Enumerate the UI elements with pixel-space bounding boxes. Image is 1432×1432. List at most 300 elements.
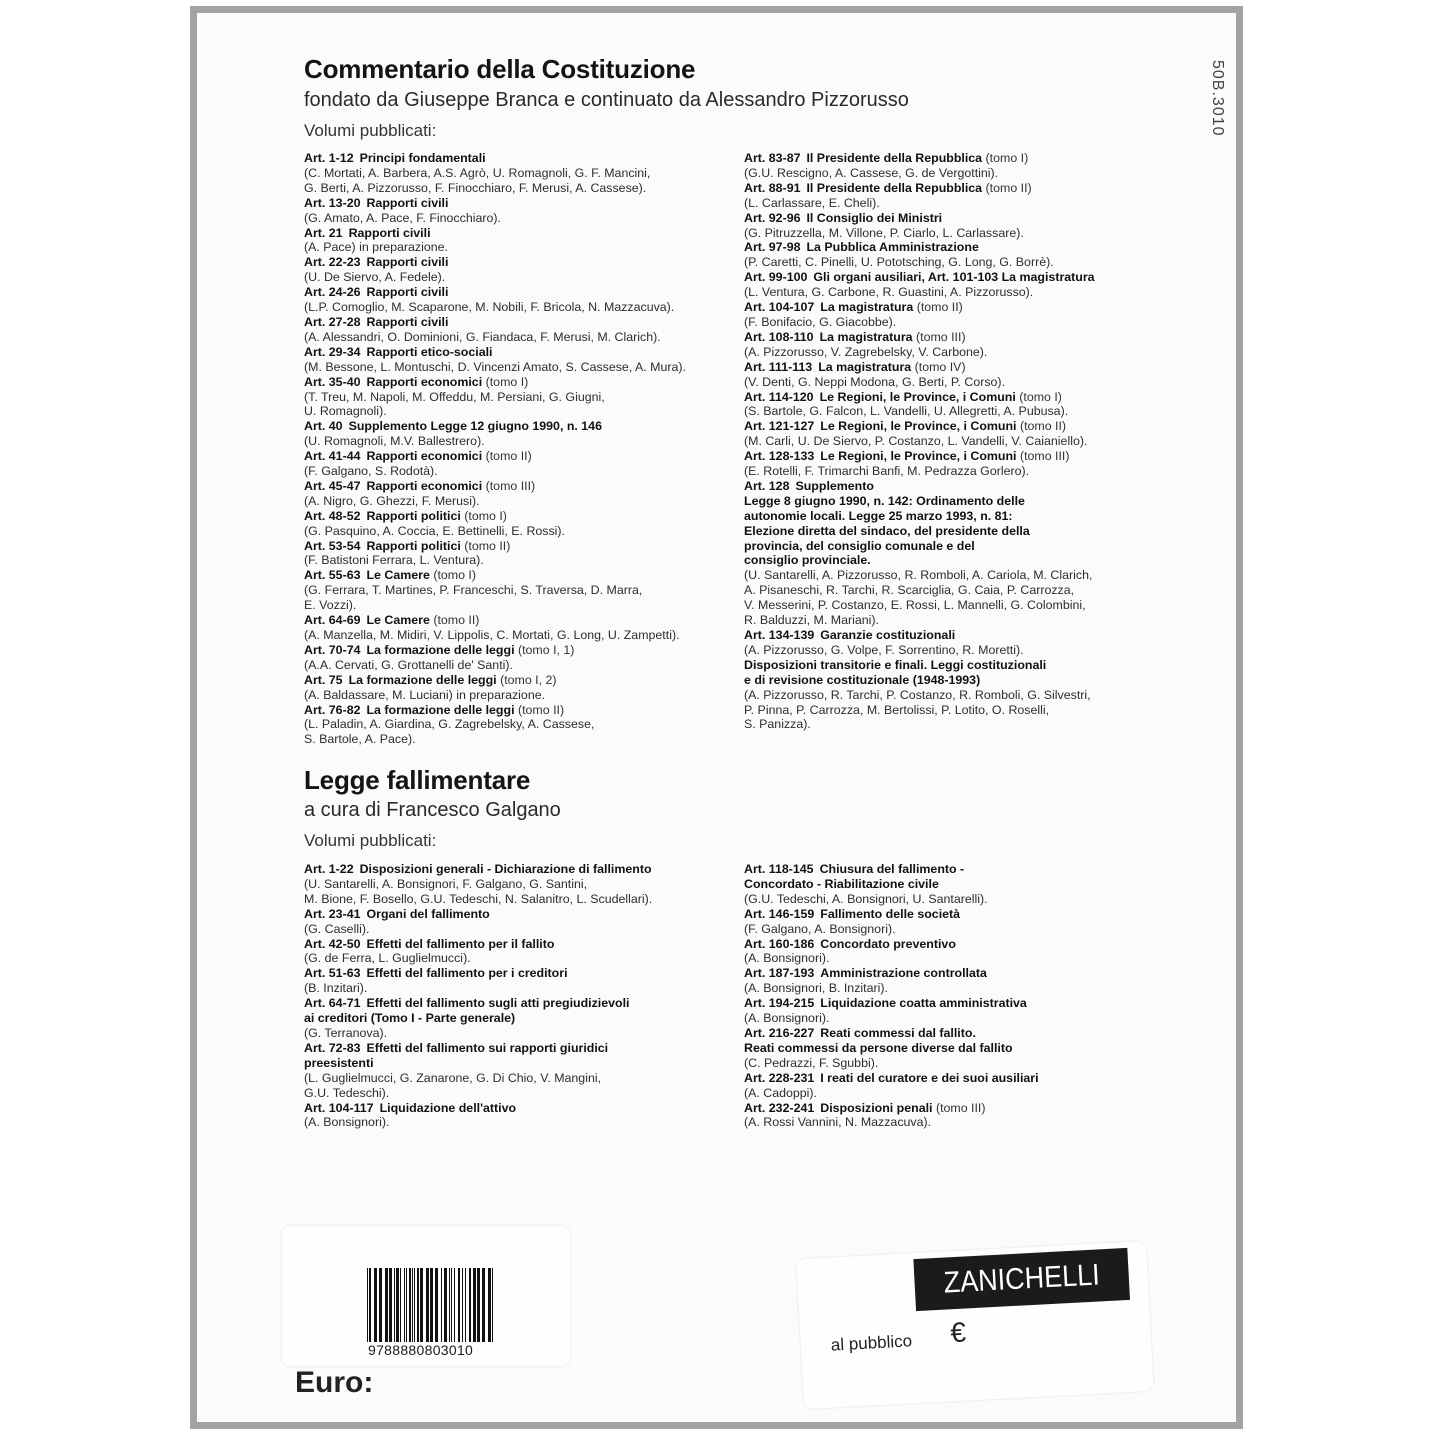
volume-tome: (tomo II) <box>485 449 532 464</box>
volume-authors: (M. Bessone, L. Montuschi, D. Vincenzi Amato, S. Cassese, A. Mura). <box>304 359 686 374</box>
volume-entry <box>304 996 754 1041</box>
article-range: Art. 76-82 <box>304 702 361 717</box>
article-range: Art. 114-120 <box>744 389 814 404</box>
volume-entry <box>304 937 754 967</box>
series-title: Legge fallimentare <box>304 765 531 795</box>
volume-entry <box>744 937 1194 967</box>
volume-heading <box>744 419 1194 434</box>
article-range: Art. 108-110 <box>744 329 814 344</box>
barcode-bar <box>394 1268 395 1342</box>
volume-authors: (B. Inzitari). <box>304 981 368 996</box>
barcode-bar <box>449 1268 450 1342</box>
article-range: Art. 99-100 <box>744 270 808 285</box>
volume-entry <box>744 360 1194 390</box>
volume-authors: (A. Alessandri, O. Dominioni, G. Fiandaca, F. Merusi, M. Clarich). <box>304 329 661 344</box>
volume-entry <box>744 240 1194 270</box>
volume-heading <box>744 181 1194 196</box>
volume-authors: (G.U. Rescigno, A. Cassese, G. de Vergottini). <box>744 165 999 180</box>
volume-authors: (T. Treu, M. Napoli, M. Offeddu, M. Persiani, G. Giugni, U. Romagnoli). <box>304 389 605 419</box>
volume-entry <box>744 390 1194 420</box>
volume-heading <box>744 658 1194 688</box>
volume-authors: (A. Rossi Vannini, N. Mazzacuva). <box>744 1115 932 1130</box>
article-range: Art. 128-133 <box>744 449 815 464</box>
barcode-bar <box>409 1268 411 1342</box>
article-range: Art. 118-145 <box>744 862 814 876</box>
volume-authors: (A. Pace) in preparazione. <box>304 240 448 255</box>
volumes-label: Volumi pubblicati: <box>304 831 437 850</box>
price-text: al pubblico <box>830 1331 913 1355</box>
volume-tome: (tomo II) <box>985 180 1032 195</box>
article-range: Art. 45-47 <box>304 478 361 493</box>
volume-title: Supplemento Legge 12 giugno 1990, n. 146 <box>348 419 602 434</box>
series-subtitle: a cura di Francesco Galgano <box>304 799 561 821</box>
volume-entry <box>744 1071 1194 1101</box>
volume-tome: (tomo II) <box>433 613 480 628</box>
article-range: Art. 134-139 <box>744 628 815 642</box>
volume-title: Disposizioni generali - Dichiarazione di fallimento <box>359 862 652 876</box>
volume-authors: (U. Santarelli, A. Pizzorusso, R. Romboli, A. Cariola, M. Clarich, A. Pisaneschi, R. Tarchi, R. Scarciglia, G. Caia, P. Carrozza, V. Messerini, P. Costanzo, E. Rossi, L. Mannelli, G. Colombini, R. Balduzzi, M. Mariani). <box>744 568 1093 628</box>
volume-entry <box>304 375 754 420</box>
volume-title: Supplemento Legge 8 giugno 1990, n. 142: Ordinamento delle autonomie locali. Legge 25 marzo 1993, n. 81: Elezione diretta del sindaco, del presidente della provincia, del consiglio comunale e del consiglio provinciale. <box>744 478 1030 568</box>
volume-entry <box>304 966 754 996</box>
volume-heading <box>744 449 1194 464</box>
article-range: Art. 1-22 <box>304 862 354 876</box>
volume-tome: (tomo I) <box>985 151 1029 165</box>
volume-authors: (A. Pizzorusso, R. Tarchi, P. Costanzo, R. Romboli, G. Silvestri, P. Pinna, P. Carrozza, M. Bertolissi, P. Lotito, O. Roselli, S. Panizza). <box>744 687 1091 732</box>
volume-entry <box>744 658 1194 733</box>
volume-heading <box>304 449 754 464</box>
volume-authors: (U. Romagnoli, M.V. Ballestrero). <box>304 434 485 449</box>
barcode-bar <box>417 1268 419 1342</box>
volume-title: Liquidazione dell'attivo <box>379 1100 517 1115</box>
volume-entry <box>304 907 754 937</box>
volume-entry <box>744 181 1194 211</box>
barcode-bar <box>469 1268 471 1342</box>
volume-title: Garanzie costituzionali <box>820 628 956 642</box>
volume-entry <box>304 419 754 449</box>
volume-title: Il Presidente della Repubblica <box>806 180 983 195</box>
volume-authors: (C. Pedrazzi, F. Sgubbi). <box>744 1055 879 1070</box>
volume-heading <box>304 226 754 241</box>
volume-heading <box>304 643 754 658</box>
volume-authors: (L. Paladin, A. Giardina, G. Zagrebelsky, A. Cassese, S. Bartole, A. Pace). <box>304 717 595 747</box>
article-range: Art. 21 <box>304 225 343 240</box>
volume-title: Rapporti etico-sociali <box>366 344 493 359</box>
volume-tome: (tomo I) <box>1019 389 1062 404</box>
volume-heading <box>744 1026 1194 1056</box>
volume-title: Rapporti civili <box>366 285 449 300</box>
article-range: Art. 194-215 <box>744 996 815 1011</box>
volume-entry <box>304 703 754 748</box>
volume-authors: (F. Galgano, A. Bonsignori). <box>744 921 896 936</box>
volume-tome: (tomo III) <box>485 478 536 493</box>
article-range: Art. 232-241 <box>744 1100 815 1115</box>
article-range: Art. 24-26 <box>304 285 361 300</box>
volume-heading <box>744 628 1194 643</box>
barcode-bar <box>389 1268 392 1342</box>
volume-entry <box>744 996 1194 1026</box>
volume-title: Reati commessi dal fallito. Reati commessi da persone diverse dal fallito <box>744 1025 1013 1055</box>
barcode-bar <box>492 1268 493 1342</box>
article-range: Art. 187-193 <box>744 966 815 981</box>
barcode-bar <box>465 1268 466 1342</box>
volume-heading <box>304 419 754 434</box>
volume-title: Le Camere <box>366 613 430 628</box>
volume-title: Fallimento delle società <box>820 906 961 921</box>
barcode-bar <box>441 1268 442 1342</box>
article-range: Art. 97-98 <box>744 240 801 255</box>
volume-heading <box>744 300 1194 315</box>
volume-tome: (tomo I) <box>464 508 507 523</box>
article-range: Art. 64-71 <box>304 996 361 1011</box>
barcode-bar <box>435 1268 438 1342</box>
volume-authors: (F. Galgano, S. Rodotà). <box>304 464 438 479</box>
volume-heading <box>744 996 1194 1011</box>
series-title: Commentario della Costituzione <box>304 54 696 84</box>
volume-authors: (G. de Ferra, L. Guglielmucci). <box>304 951 471 966</box>
article-range: Art. 83-87 <box>744 151 801 165</box>
volume-authors: (G. Pitruzzella, M. Villone, P. Ciarlo, L. Carlassare). <box>744 225 1024 240</box>
volume-title: Rapporti civili <box>366 255 449 270</box>
volume-heading <box>304 539 754 554</box>
volume-authors: (A. Manzella, M. Midiri, V. Lippolis, C. Mortati, G. Long, U. Zampetti). <box>304 628 680 642</box>
article-range: Art. 40 <box>304 419 343 434</box>
volume-heading <box>744 151 1194 166</box>
article-range: Art. 22-23 <box>304 255 361 270</box>
barcode-bar <box>400 1268 401 1342</box>
volume-heading <box>304 966 754 981</box>
volume-entry <box>744 966 1194 996</box>
barcode-bar <box>444 1268 447 1342</box>
volume-heading <box>304 255 754 270</box>
volume-entry <box>304 539 754 569</box>
volume-heading <box>304 196 754 211</box>
volume-tome: (tomo IV) <box>914 359 966 374</box>
article-range: Art. 13-20 <box>304 195 361 210</box>
volume-title: Le Regioni, le Province, i Comuni <box>819 389 1016 404</box>
volume-authors: (E. Rotelli, F. Trimarchi Banfi, M. Pedrazza Gorlero). <box>744 464 1030 479</box>
barcode-bar <box>420 1268 423 1342</box>
article-range: Art. 216-227 <box>744 1025 815 1040</box>
price-label: Euro: <box>295 1366 374 1399</box>
barcode-bar <box>374 1268 377 1342</box>
article-range: Art. 160-186 <box>744 936 815 951</box>
volume-title: Rapporti economici <box>366 374 483 389</box>
volume-title: La Pubblica Amministrazione <box>806 240 979 255</box>
volume-heading <box>304 345 754 360</box>
volume-title: Rapporti politici <box>366 538 461 553</box>
volume-heading <box>304 937 754 952</box>
volume-title: Effetti del fallimento sugli atti pregiudizievoli ai creditori (Tomo I - Parte generale) <box>304 996 630 1026</box>
article-range: Art. 55-63 <box>304 568 361 583</box>
volume-heading <box>304 907 754 922</box>
barcode-bar <box>458 1268 460 1342</box>
volume-heading <box>304 862 754 877</box>
volume-tome: (tomo I) <box>433 568 476 583</box>
article-range: Art. 72-83 <box>304 1040 361 1055</box>
article-range: Art. 128 <box>744 478 790 493</box>
volume-title: Rapporti civili <box>348 225 431 240</box>
volume-title: Principi fondamentali <box>359 151 486 165</box>
volume-authors: (A. Baldassare, M. Luciani) in preparazione. <box>304 687 546 702</box>
volume-entry <box>744 419 1194 449</box>
bankruptcy-list-right <box>744 862 1194 1130</box>
volume-heading <box>744 360 1194 375</box>
volume-title: Il Consiglio dei Ministri <box>806 210 943 225</box>
volume-authors: (A.A. Cervati, G. Grottanelli de' Santi). <box>304 657 513 672</box>
volume-heading <box>304 613 754 628</box>
volume-heading <box>304 151 754 166</box>
article-range: Art. 228-231 <box>744 1070 815 1085</box>
volume-authors: (G. Ferrara, T. Martines, P. Franceschi, S. Traversa, D. Marra, E. Vozzi). <box>304 583 643 613</box>
article-range: Art. 35-40 <box>304 374 361 389</box>
volume-entry <box>744 907 1194 937</box>
volume-entry <box>744 151 1194 181</box>
volume-authors: (A. Nigro, G. Ghezzi, F. Merusi). <box>304 493 480 508</box>
barcode-bar <box>454 1268 455 1342</box>
volume-tome: (tomo II) <box>1019 419 1067 434</box>
article-range: Art. 53-54 <box>304 538 361 553</box>
volume-entry <box>744 300 1194 330</box>
volume-heading <box>744 479 1194 568</box>
barcode-bar <box>430 1268 433 1342</box>
article-range: Art. 70-74 <box>304 642 361 657</box>
catalog-code: 50B.3010 <box>1209 60 1226 137</box>
volume-entry <box>304 1041 754 1101</box>
volume-heading <box>304 996 754 1026</box>
barcode-bar <box>406 1268 407 1342</box>
volume-entry <box>304 479 754 509</box>
volume-entry <box>744 862 1194 907</box>
volume-entry <box>744 330 1194 360</box>
volume-title: Le Camere <box>366 568 430 583</box>
article-range: Art. 104-107 <box>744 300 815 315</box>
volume-entry <box>744 628 1194 658</box>
volume-heading <box>304 703 754 718</box>
volume-tome: (tomo I, 1) <box>517 642 575 657</box>
volume-entry <box>304 345 754 375</box>
barcode-bar <box>488 1268 491 1342</box>
volume-heading <box>304 375 754 390</box>
barcode-bar <box>473 1268 476 1342</box>
volume-title: La formazione delle leggi <box>366 702 515 717</box>
volume-title: Disposizioni transitorie e finali. Leggi costituzionali e di revisione costituzionale (1948-1993) <box>744 657 1047 687</box>
barcode-bar <box>414 1268 415 1342</box>
barcode-bar <box>477 1268 480 1342</box>
barcode-bar <box>412 1268 413 1342</box>
volume-title: Le Regioni, le Province, i Comuni <box>820 419 1017 434</box>
barcode-bar <box>367 1268 368 1342</box>
volume-entry <box>304 568 754 613</box>
volume-authors: (A. Bonsignori). <box>744 951 830 966</box>
volume-authors: (L. Carlassare, E. Cheli). <box>744 195 880 210</box>
volume-authors: (A. Cadoppi). <box>744 1085 818 1100</box>
bankruptcy-list-left <box>304 862 754 1130</box>
volume-title: Effetti del fallimento sui rapporti giuridici preesistenti <box>304 1040 609 1070</box>
volume-authors: (U. Santarelli, A. Bonsignori, F. Galgano, G. Santini, M. Bione, F. Bosello, G.U. Tedeschi, N. Salanitro, L. Scudellari). <box>304 876 653 906</box>
article-range: Art. 1-12 <box>304 151 354 165</box>
volume-heading <box>744 1101 1194 1116</box>
article-range: Art. 92-96 <box>744 210 801 225</box>
barcode-bar <box>396 1268 399 1342</box>
barcode-icon <box>367 1268 495 1342</box>
volume-title: Disposizioni penali <box>820 1100 933 1115</box>
article-range: Art. 51-63 <box>304 966 361 981</box>
volume-entry <box>304 315 754 345</box>
volume-title: Effetti del fallimento per i creditori <box>366 966 568 981</box>
volume-tome: (tomo II) <box>916 300 963 315</box>
volume-title: La magistratura <box>820 300 914 315</box>
volume-authors: (P. Caretti, C. Pinelli, U. Pototsching, G. Long, G. Borrè). <box>744 255 1054 270</box>
volume-title: La magistratura <box>818 359 912 374</box>
volume-entry <box>304 1101 754 1131</box>
barcode-bar <box>462 1268 463 1342</box>
volume-authors: (C. Mortati, A. Barbera, A.S. Agrò, U. Romagnoli, G. F. Mancini, G. Berti, A. Pizzorusso, F. Finocchiaro, F. Merusi, A. Cassese). <box>304 165 651 195</box>
volume-heading <box>304 509 754 524</box>
volume-title: La magistratura <box>819 329 913 344</box>
volume-title: Liquidazione coatta amministrativa <box>820 996 1027 1011</box>
volume-authors: (G.U. Tedeschi, A. Bonsignori, U. Santarelli). <box>744 891 988 906</box>
volume-authors: (U. De Siervo, A. Fedele). <box>304 270 446 285</box>
article-range: Art. 41-44 <box>304 449 361 464</box>
article-range: Art. 29-34 <box>304 344 361 359</box>
volume-entry <box>744 1026 1194 1071</box>
volume-heading <box>304 315 754 330</box>
volume-title: Rapporti civili <box>366 195 449 210</box>
euro-icon: € <box>949 1316 967 1349</box>
volume-entry <box>744 479 1194 628</box>
volume-entry <box>744 1101 1194 1131</box>
series-subtitle: fondato da Giuseppe Branca e continuato da Alessandro Pizzorusso <box>304 89 909 111</box>
article-range: Art. 111-113 <box>744 359 813 374</box>
volume-authors: (A. Pizzorusso, V. Zagrebelsky, V. Carbone). <box>744 344 988 359</box>
volume-title: Rapporti civili <box>366 314 449 329</box>
barcode-bar <box>404 1268 405 1342</box>
volume-entry <box>304 255 754 285</box>
publisher-price-sticker <box>796 1241 1153 1409</box>
article-range: Art. 23-41 <box>304 906 361 921</box>
volume-heading <box>304 568 754 583</box>
volume-title: Concordato preventivo <box>820 936 956 951</box>
volume-authors: (F. Bonifacio, G. Giacobbe). <box>744 314 897 329</box>
volume-entry <box>304 862 754 907</box>
isbn-number: 9788880803010 <box>368 1342 474 1358</box>
volume-heading <box>744 937 1194 952</box>
volume-entry <box>304 285 754 315</box>
article-range: Art. 75 <box>304 672 343 687</box>
volume-tome: (tomo II) <box>464 538 511 553</box>
volume-tome: (tomo II) <box>517 702 565 717</box>
volume-heading <box>744 966 1194 981</box>
article-range: Art. 42-50 <box>304 936 361 951</box>
article-range: Art. 146-159 <box>744 906 815 921</box>
barcode-bar <box>451 1268 452 1342</box>
volume-tome: (tomo III) <box>916 329 966 344</box>
volume-heading <box>304 285 754 300</box>
volume-tome: (tomo III) <box>1019 449 1070 464</box>
volume-entry <box>304 643 754 673</box>
volume-heading <box>304 479 754 494</box>
volume-heading <box>744 270 1194 285</box>
article-range: Art. 64-69 <box>304 613 361 628</box>
volume-entry <box>744 449 1194 479</box>
barcode-bar <box>385 1268 388 1342</box>
volume-title: Effetti del fallimento per il fallito <box>366 936 555 951</box>
volume-entry <box>304 673 754 703</box>
constitution-list-right <box>744 151 1194 732</box>
volume-entry <box>304 151 754 196</box>
volume-heading <box>744 1071 1194 1086</box>
volume-entry <box>304 196 754 226</box>
volume-heading <box>304 1101 754 1116</box>
volume-title: Il Presidente della Repubblica <box>806 151 983 165</box>
volume-authors: (A. Bonsignori, B. Inzitari). <box>744 981 888 996</box>
volume-title: Organi del fallimento <box>366 906 490 921</box>
volume-authors: (G. Amato, A. Pace, F. Finocchiaro). <box>304 210 501 225</box>
publisher-logo: ZANICHELLI <box>913 1248 1130 1311</box>
volume-heading <box>744 330 1194 345</box>
volume-heading <box>744 390 1194 405</box>
volume-authors: (F. Batistoni Ferrara, L. Ventura). <box>304 553 484 568</box>
volume-tome: (tomo I, 2) <box>500 672 557 687</box>
volume-entry <box>744 270 1194 300</box>
volume-heading <box>744 907 1194 922</box>
article-range: Art. 104-117 <box>304 1100 374 1115</box>
volume-authors: (M. Carli, U. De Siervo, P. Costanzo, L. Vandelli, V. Caianiello). <box>744 434 1088 449</box>
volume-title: La formazione delle leggi <box>366 642 515 657</box>
volume-heading <box>304 1041 754 1071</box>
volume-title: Rapporti economici <box>366 478 483 493</box>
volume-heading <box>304 673 754 688</box>
volume-authors: (A. Bonsignori). <box>744 1011 830 1026</box>
volume-entry <box>744 211 1194 241</box>
volume-title: Gli organi ausiliari, Art. 101-103 La magistratura <box>813 270 1095 285</box>
volume-title: Chiusura del fallimento - Concordato - Riabilitazione civile <box>744 862 965 891</box>
volumes-label: Volumi pubblicati: <box>304 121 437 140</box>
volume-title: Rapporti economici <box>366 449 483 464</box>
volume-title: Le Regioni, le Province, i Comuni <box>820 449 1017 464</box>
volume-authors: (G. Terranova). <box>304 1025 388 1040</box>
volume-heading <box>744 211 1194 226</box>
volume-authors: (V. Denti, G. Neppi Modona, G. Berti, P. Corso). <box>744 374 1006 389</box>
volume-entry <box>304 509 754 539</box>
volume-entry <box>304 613 754 643</box>
volume-tome: (tomo III) <box>935 1100 986 1115</box>
volume-title: I reati del curatore e dei suoi ausiliari <box>820 1070 1039 1085</box>
volume-heading <box>744 862 1194 892</box>
volume-entry <box>304 226 754 256</box>
barcode-bar <box>379 1268 382 1342</box>
volume-tome: (tomo I) <box>485 374 529 389</box>
barcode-bar <box>426 1268 429 1342</box>
volume-title: Amministrazione controllata <box>820 966 987 981</box>
volume-authors: (S. Bartole, G. Falcon, L. Vandelli, U. Allegretti, A. Pubusa). <box>744 404 1069 419</box>
constitution-list-left <box>304 151 754 747</box>
article-range: Art. 48-52 <box>304 508 361 523</box>
volume-authors: (G. Pasquino, A. Coccia, E. Bettinelli, E. Rossi). <box>304 523 565 538</box>
volume-authors: (A. Pizzorusso, G. Volpe, F. Sorrentino, R. Moretti). <box>744 642 1024 657</box>
volume-authors: (A. Bonsignori). <box>304 1115 390 1130</box>
barcode-bar <box>482 1268 485 1342</box>
article-range: Art. 121-127 <box>744 419 815 434</box>
barcode-bar <box>369 1268 371 1342</box>
volume-heading <box>744 240 1194 255</box>
volume-title: La formazione delle leggi <box>348 672 497 687</box>
volume-entry <box>304 449 754 479</box>
volume-authors: (L. Ventura, G. Carbone, R. Guastini, A. Pizzorusso). <box>744 285 1034 300</box>
volume-authors: (L. Guglielmucci, G. Zanarone, G. Di Chio, V. Mangini, G.U. Tedeschi). <box>304 1070 602 1100</box>
article-range: Art. 27-28 <box>304 314 361 329</box>
